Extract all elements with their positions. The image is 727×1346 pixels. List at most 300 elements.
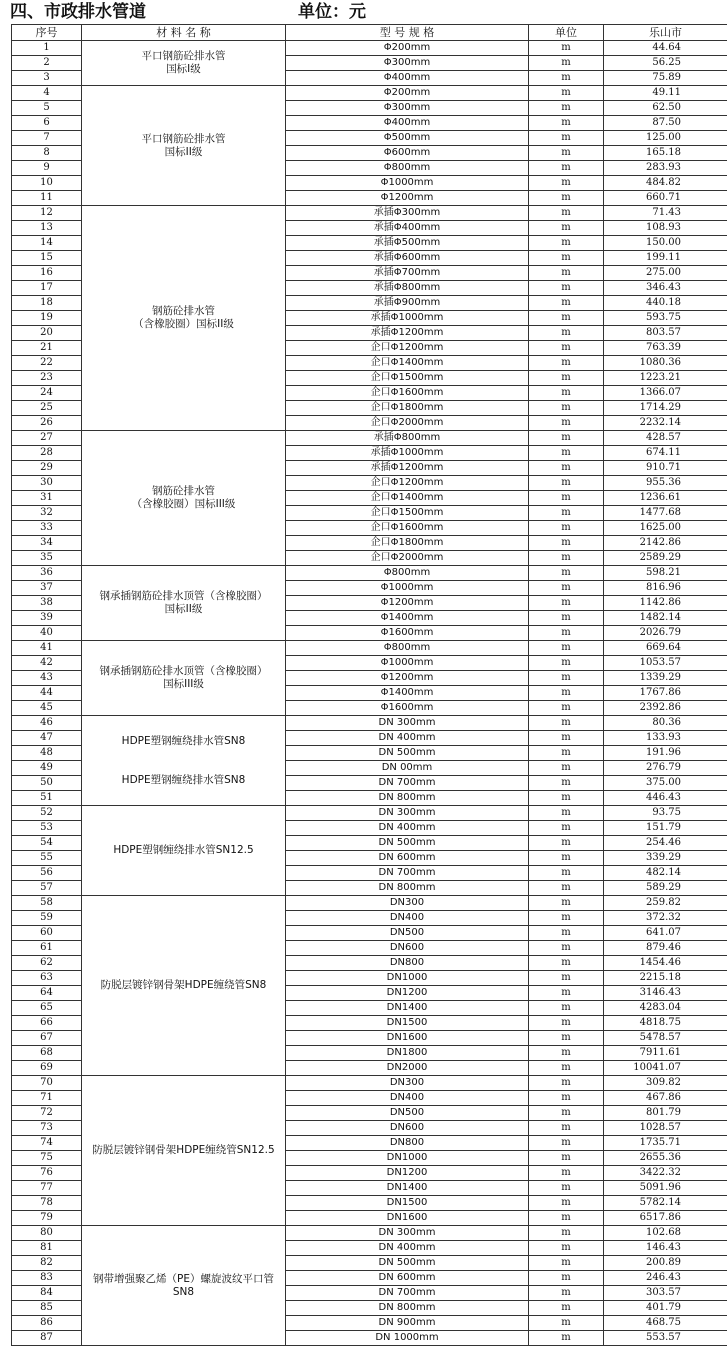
row-unit: m: [529, 386, 604, 401]
table-row: [12, 641, 727, 656]
row-seq: 46: [12, 716, 82, 731]
row-unit: m: [529, 581, 604, 596]
row-unit: m: [529, 446, 604, 461]
row-price: 200.89: [604, 1256, 727, 1271]
row-unit: m: [529, 161, 604, 176]
unit-label: 单位：元: [298, 1, 366, 23]
row-spec: 承插Φ800mm: [286, 431, 529, 446]
row-unit: m: [529, 836, 604, 851]
row-price: 276.79: [604, 761, 727, 776]
row-price: 3146.43: [604, 986, 727, 1001]
row-seq: 70: [12, 1076, 82, 1091]
row-seq: 58: [12, 896, 82, 911]
row-spec: DN 300mm: [286, 1226, 529, 1241]
row-unit: m: [529, 206, 604, 221]
row-seq: 72: [12, 1106, 82, 1121]
header-spec: 型 号 规 格: [286, 25, 529, 41]
row-unit: m: [529, 1016, 604, 1031]
row-spec: Φ200mm: [286, 86, 529, 101]
row-seq: 14: [12, 236, 82, 251]
row-spec: 企口Φ2000mm: [286, 551, 529, 566]
row-spec: DN 800mm: [286, 1301, 529, 1316]
row-unit: m: [529, 761, 604, 776]
row-price: 803.57: [604, 326, 727, 341]
row-unit: m: [529, 341, 604, 356]
row-price: 1053.57: [604, 656, 727, 671]
row-price: 2589.29: [604, 551, 727, 566]
row-unit: m: [529, 1256, 604, 1271]
row-unit: m: [529, 86, 604, 101]
row-unit: m: [529, 881, 604, 896]
row-seq: 6: [12, 116, 82, 131]
row-seq: 23: [12, 371, 82, 386]
row-seq: 50: [12, 776, 82, 791]
material-name: 平口钢筋砼排水管 国标II级: [82, 86, 286, 206]
row-unit: m: [529, 461, 604, 476]
row-unit: m: [529, 896, 604, 911]
row-price: 199.11: [604, 251, 727, 266]
row-price: 254.46: [604, 836, 727, 851]
row-seq: 68: [12, 1046, 82, 1061]
header-unit: 单位: [529, 25, 604, 41]
row-unit: m: [529, 971, 604, 986]
row-unit: m: [529, 311, 604, 326]
row-seq: 2: [12, 56, 82, 71]
row-unit: m: [529, 1136, 604, 1151]
row-price: 955.36: [604, 476, 727, 491]
row-spec: 承插Φ1000mm: [286, 311, 529, 326]
row-spec: 企口Φ1800mm: [286, 536, 529, 551]
row-seq: 69: [12, 1061, 82, 1076]
row-unit: m: [529, 416, 604, 431]
row-seq: 62: [12, 956, 82, 971]
row-unit: m: [529, 41, 604, 56]
row-price: 346.43: [604, 281, 727, 296]
table-row: [12, 431, 727, 446]
row-spec: 企口Φ1500mm: [286, 506, 529, 521]
row-unit: m: [529, 941, 604, 956]
row-price: 446.43: [604, 791, 727, 806]
row-unit: m: [529, 746, 604, 761]
row-spec: DN400: [286, 911, 529, 926]
row-price: 1625.00: [604, 521, 727, 536]
row-price: 2232.14: [604, 416, 727, 431]
row-unit: m: [529, 1196, 604, 1211]
row-spec: DN300: [286, 1076, 529, 1091]
row-seq: 55: [12, 851, 82, 866]
row-unit: m: [529, 1316, 604, 1331]
row-price: 283.93: [604, 161, 727, 176]
row-price: 2655.36: [604, 1151, 727, 1166]
row-price: 598.21: [604, 566, 727, 581]
row-spec: Φ600mm: [286, 146, 529, 161]
row-unit: m: [529, 521, 604, 536]
row-price: 1454.46: [604, 956, 727, 971]
row-price: 309.82: [604, 1076, 727, 1091]
row-seq: 25: [12, 401, 82, 416]
row-price: 1080.36: [604, 356, 727, 371]
row-unit: m: [529, 641, 604, 656]
row-seq: 74: [12, 1136, 82, 1151]
row-unit: m: [529, 176, 604, 191]
table-row: [12, 566, 727, 581]
row-spec: DN1200: [286, 1166, 529, 1181]
row-spec: DN 900mm: [286, 1316, 529, 1331]
row-price: 303.57: [604, 1286, 727, 1301]
row-price: 1714.29: [604, 401, 727, 416]
price-table: [11, 24, 727, 1346]
row-price: 5091.96: [604, 1181, 727, 1196]
row-unit: m: [529, 431, 604, 446]
table-row: [12, 1226, 727, 1241]
row-seq: 59: [12, 911, 82, 926]
row-seq: 35: [12, 551, 82, 566]
row-unit: m: [529, 281, 604, 296]
row-seq: 53: [12, 821, 82, 836]
row-price: 10041.07: [604, 1061, 727, 1076]
row-unit: m: [529, 1226, 604, 1241]
row-unit: m: [529, 1031, 604, 1046]
row-seq: 16: [12, 266, 82, 281]
row-unit: m: [529, 236, 604, 251]
row-spec: Φ1600mm: [286, 701, 529, 716]
row-price: 7911.61: [604, 1046, 727, 1061]
row-seq: 49: [12, 761, 82, 776]
row-seq: 12: [12, 206, 82, 221]
row-unit: m: [529, 191, 604, 206]
row-spec: DN 500mm: [286, 1256, 529, 1271]
row-spec: 承插Φ400mm: [286, 221, 529, 236]
row-price: 879.46: [604, 941, 727, 956]
row-unit: m: [529, 1301, 604, 1316]
row-seq: 45: [12, 701, 82, 716]
row-price: 428.57: [604, 431, 727, 446]
row-unit: m: [529, 266, 604, 281]
row-unit: m: [529, 551, 604, 566]
row-seq: 52: [12, 806, 82, 821]
row-price: 553.57: [604, 1331, 727, 1346]
row-unit: m: [529, 1211, 604, 1226]
row-unit: m: [529, 686, 604, 701]
row-unit: m: [529, 56, 604, 71]
material-name: 防脱层镀锌钢骨架HDPE缠绕管SN8: [82, 896, 286, 1076]
row-price: 3422.32: [604, 1166, 727, 1181]
row-price: 2026.79: [604, 626, 727, 641]
row-spec: 企口Φ1200mm: [286, 341, 529, 356]
row-price: 468.75: [604, 1316, 727, 1331]
row-seq: 75: [12, 1151, 82, 1166]
row-spec: Φ1000mm: [286, 176, 529, 191]
row-seq: 56: [12, 866, 82, 881]
row-unit: m: [529, 251, 604, 266]
row-price: 1477.68: [604, 506, 727, 521]
header-seq: 序号: [12, 25, 82, 41]
row-spec: DN2000: [286, 1061, 529, 1076]
row-spec: 承插Φ300mm: [286, 206, 529, 221]
row-seq: 38: [12, 596, 82, 611]
row-spec: DN300: [286, 896, 529, 911]
row-unit: m: [529, 476, 604, 491]
row-spec: DN1800: [286, 1046, 529, 1061]
row-spec: DN1600: [286, 1031, 529, 1046]
row-price: 1223.21: [604, 371, 727, 386]
row-seq: 82: [12, 1256, 82, 1271]
row-spec: DN 00mm: [286, 761, 529, 776]
row-seq: 71: [12, 1091, 82, 1106]
row-seq: 1: [12, 41, 82, 56]
row-seq: 19: [12, 311, 82, 326]
row-spec: 企口Φ1800mm: [286, 401, 529, 416]
row-spec: DN 600mm: [286, 851, 529, 866]
row-price: 641.07: [604, 926, 727, 941]
row-seq: 54: [12, 836, 82, 851]
row-spec: DN600: [286, 1121, 529, 1136]
row-seq: 79: [12, 1211, 82, 1226]
row-unit: m: [529, 296, 604, 311]
row-spec: DN 800mm: [286, 791, 529, 806]
row-spec: DN 500mm: [286, 836, 529, 851]
row-price: 2392.86: [604, 701, 727, 716]
row-spec: 企口Φ1500mm: [286, 371, 529, 386]
row-spec: 承插Φ1000mm: [286, 446, 529, 461]
row-seq: 39: [12, 611, 82, 626]
row-seq: 15: [12, 251, 82, 266]
row-unit: m: [529, 596, 604, 611]
row-price: 62.50: [604, 101, 727, 116]
row-price: 1735.71: [604, 1136, 727, 1151]
row-seq: 81: [12, 1241, 82, 1256]
row-price: 1482.14: [604, 611, 727, 626]
row-price: 275.00: [604, 266, 727, 281]
row-spec: DN1000: [286, 971, 529, 986]
row-spec: 企口Φ1600mm: [286, 386, 529, 401]
row-price: 467.86: [604, 1091, 727, 1106]
row-spec: DN500: [286, 1106, 529, 1121]
row-seq: 66: [12, 1016, 82, 1031]
row-price: 133.93: [604, 731, 727, 746]
row-seq: 85: [12, 1301, 82, 1316]
row-seq: 24: [12, 386, 82, 401]
material-name: 钢筋砼排水管 （含橡胶圈）国标III级: [82, 431, 286, 566]
row-seq: 30: [12, 476, 82, 491]
row-price: 146.43: [604, 1241, 727, 1256]
row-unit: m: [529, 221, 604, 236]
row-price: 93.75: [604, 806, 727, 821]
row-unit: m: [529, 1241, 604, 1256]
row-unit: m: [529, 791, 604, 806]
row-seq: 3: [12, 71, 82, 86]
table-row: [12, 206, 727, 221]
row-unit: m: [529, 401, 604, 416]
row-price: 44.64: [604, 41, 727, 56]
row-spec: 承插Φ1200mm: [286, 326, 529, 341]
row-unit: m: [529, 326, 604, 341]
row-unit: m: [529, 821, 604, 836]
row-price: 151.79: [604, 821, 727, 836]
row-seq: 10: [12, 176, 82, 191]
row-unit: m: [529, 1151, 604, 1166]
row-price: 440.18: [604, 296, 727, 311]
row-seq: 44: [12, 686, 82, 701]
material-name: 钢承插钢筋砼排水顶管（含橡胶圈） 国标II级: [82, 566, 286, 641]
material-name: 钢筋砼排水管 （含橡胶圈）国标II级: [82, 206, 286, 431]
row-spec: 企口Φ2000mm: [286, 416, 529, 431]
row-price: 102.68: [604, 1226, 727, 1241]
row-price: 816.96: [604, 581, 727, 596]
page-title: 四、市政排水管道: [10, 1, 146, 23]
title-bar: [10, 1, 727, 23]
row-spec: DN 700mm: [286, 1286, 529, 1301]
row-spec: Φ500mm: [286, 131, 529, 146]
row-seq: 87: [12, 1331, 82, 1346]
header-material: 材 料 名 称: [82, 25, 286, 41]
row-price: 49.11: [604, 86, 727, 101]
row-seq: 5: [12, 101, 82, 116]
row-seq: 20: [12, 326, 82, 341]
row-seq: 21: [12, 341, 82, 356]
row-price: 1339.29: [604, 671, 727, 686]
row-unit: m: [529, 866, 604, 881]
row-seq: 77: [12, 1181, 82, 1196]
row-spec: DN 700mm: [286, 776, 529, 791]
row-price: 108.93: [604, 221, 727, 236]
row-seq: 26: [12, 416, 82, 431]
row-spec: DN 300mm: [286, 806, 529, 821]
row-price: 339.29: [604, 851, 727, 866]
row-price: 1366.07: [604, 386, 727, 401]
row-unit: m: [529, 776, 604, 791]
row-seq: 60: [12, 926, 82, 941]
row-unit: m: [529, 536, 604, 551]
row-spec: 承插Φ700mm: [286, 266, 529, 281]
row-seq: 37: [12, 581, 82, 596]
row-unit: m: [529, 911, 604, 926]
row-price: 375.00: [604, 776, 727, 791]
row-spec: Φ1000mm: [286, 581, 529, 596]
row-seq: 65: [12, 1001, 82, 1016]
row-unit: m: [529, 566, 604, 581]
row-spec: Φ1200mm: [286, 191, 529, 206]
row-spec: 承插Φ1200mm: [286, 461, 529, 476]
row-seq: 43: [12, 671, 82, 686]
row-price: 482.14: [604, 866, 727, 881]
row-price: 484.82: [604, 176, 727, 191]
row-seq: 4: [12, 86, 82, 101]
row-unit: m: [529, 1106, 604, 1121]
row-price: 165.18: [604, 146, 727, 161]
row-price: 660.71: [604, 191, 727, 206]
row-spec: DN800: [286, 1136, 529, 1151]
row-seq: 8: [12, 146, 82, 161]
row-spec: DN600: [286, 941, 529, 956]
row-unit: m: [529, 1271, 604, 1286]
row-spec: 承插Φ800mm: [286, 281, 529, 296]
row-unit: m: [529, 371, 604, 386]
row-spec: DN500: [286, 926, 529, 941]
row-unit: m: [529, 1091, 604, 1106]
row-price: 71.43: [604, 206, 727, 221]
row-unit: m: [529, 671, 604, 686]
row-spec: DN1600: [286, 1211, 529, 1226]
header-price: 乐山市: [604, 25, 727, 41]
row-price: 1028.57: [604, 1121, 727, 1136]
row-price: 674.11: [604, 446, 727, 461]
row-unit: m: [529, 71, 604, 86]
table-header-row: [12, 25, 727, 41]
row-price: 87.50: [604, 116, 727, 131]
row-seq: 41: [12, 641, 82, 656]
row-spec: DN1500: [286, 1196, 529, 1211]
row-unit: m: [529, 1001, 604, 1016]
material-name: 防脱层镀锌钢骨架HDPE缠绕管SN12.5: [82, 1076, 286, 1226]
row-spec: Φ1200mm: [286, 596, 529, 611]
row-seq: 33: [12, 521, 82, 536]
row-seq: 13: [12, 221, 82, 236]
row-price: 763.39: [604, 341, 727, 356]
row-price: 2215.18: [604, 971, 727, 986]
row-spec: 企口Φ1400mm: [286, 356, 529, 371]
row-seq: 18: [12, 296, 82, 311]
row-seq: 17: [12, 281, 82, 296]
row-unit: m: [529, 851, 604, 866]
row-unit: m: [529, 116, 604, 131]
row-unit: m: [529, 926, 604, 941]
row-price: 589.29: [604, 881, 727, 896]
row-spec: Φ300mm: [286, 101, 529, 116]
row-spec: DN 500mm: [286, 746, 529, 761]
row-seq: 73: [12, 1121, 82, 1136]
material-name: HDPE塑钢缠绕排水管SN8 HDPE塑钢缠绕排水管SN8: [82, 716, 286, 806]
row-seq: 9: [12, 161, 82, 176]
row-spec: DN1200: [286, 986, 529, 1001]
row-seq: 61: [12, 941, 82, 956]
row-spec: Φ800mm: [286, 161, 529, 176]
table-row: [12, 41, 727, 56]
row-unit: m: [529, 626, 604, 641]
row-seq: 36: [12, 566, 82, 581]
row-seq: 83: [12, 1271, 82, 1286]
row-spec: DN 400mm: [286, 1241, 529, 1256]
row-spec: DN1400: [286, 1001, 529, 1016]
material-name: HDPE塑钢缠绕排水管SN12.5: [82, 806, 286, 896]
row-seq: 32: [12, 506, 82, 521]
row-unit: m: [529, 1331, 604, 1346]
row-seq: 64: [12, 986, 82, 1001]
row-unit: m: [529, 716, 604, 731]
row-price: 2142.86: [604, 536, 727, 551]
row-seq: 34: [12, 536, 82, 551]
row-price: 801.79: [604, 1106, 727, 1121]
row-seq: 28: [12, 446, 82, 461]
row-unit: m: [529, 656, 604, 671]
row-unit: m: [529, 986, 604, 1001]
row-spec: Φ800mm: [286, 566, 529, 581]
row-seq: 22: [12, 356, 82, 371]
material-name: 平口钢筋砼排水管 国标Ⅰ级: [82, 41, 286, 86]
row-price: 669.64: [604, 641, 727, 656]
row-seq: 42: [12, 656, 82, 671]
material-name: 钢承插钢筋砼排水顶管（含橡胶圈） 国标III级: [82, 641, 286, 716]
row-spec: 企口Φ1600mm: [286, 521, 529, 536]
row-unit: m: [529, 506, 604, 521]
row-seq: 51: [12, 791, 82, 806]
row-spec: Φ1400mm: [286, 611, 529, 626]
row-price: 5782.14: [604, 1196, 727, 1211]
table-row: [12, 1076, 727, 1091]
row-unit: m: [529, 731, 604, 746]
row-price: 56.25: [604, 56, 727, 71]
row-seq: 40: [12, 626, 82, 641]
